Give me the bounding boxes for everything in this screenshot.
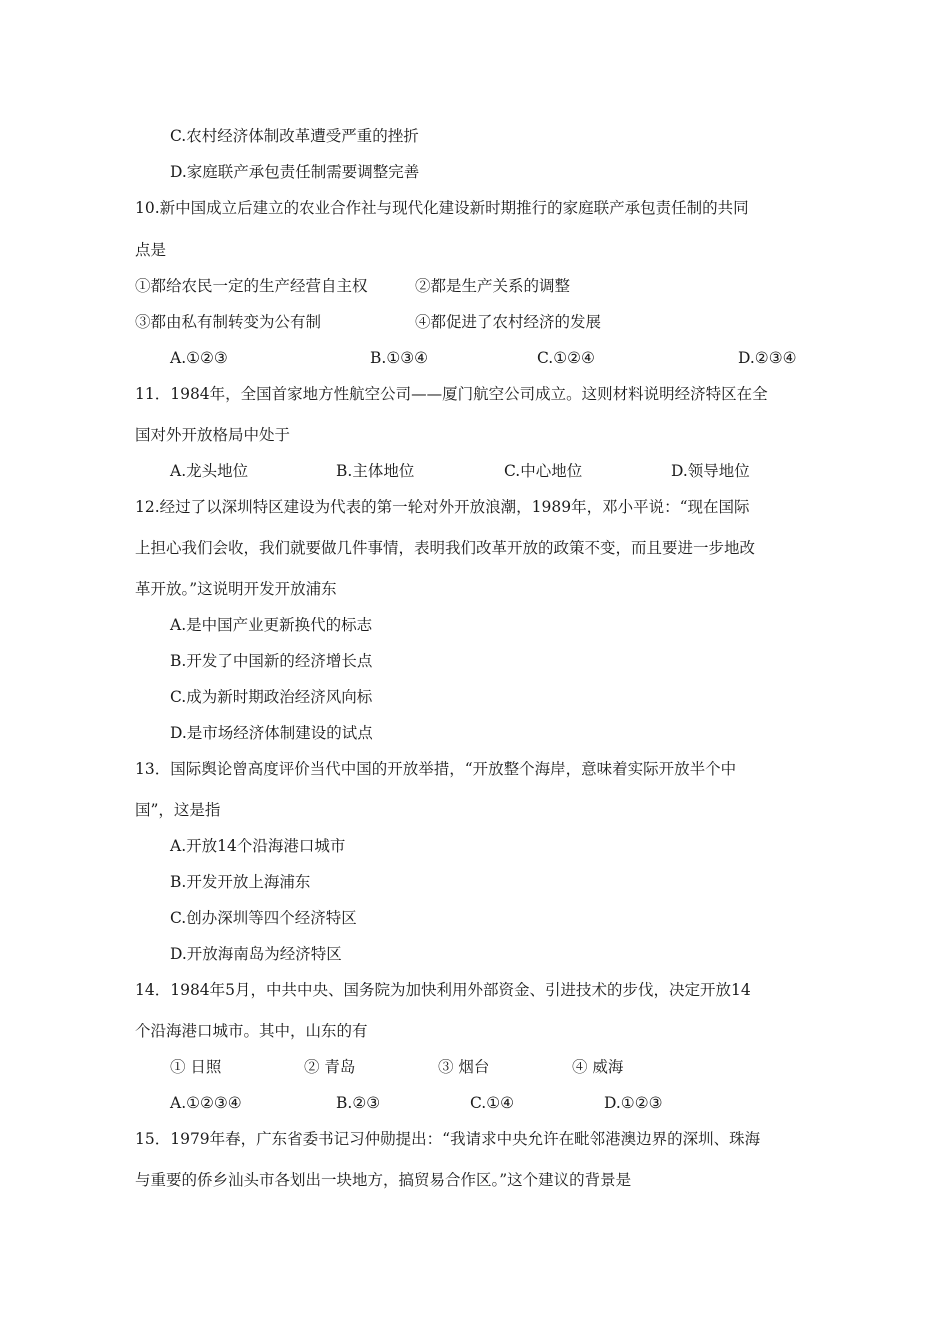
q14-item-2: ② 青岛 [304, 1058, 356, 1076]
q13-option-a: A.开放14个沿海港口城市 [170, 837, 346, 855]
q12-option-d: D.是市场经济体制建设的试点 [170, 724, 373, 742]
q15-stem-line-1: 15．1979年春，广东省委书记习仲勋提出：“我请求中央允许在毗邻港澳边界的深圳、珠海 [135, 1130, 761, 1148]
q14-option-a: A.①②③④ [170, 1094, 242, 1112]
q10-item-2: ②都是生产关系的调整 [415, 277, 571, 295]
q10-stem-line-2: 点是 [135, 241, 167, 259]
q10-option-b: B.①③④ [370, 349, 429, 367]
q13-stem-line-2: 国”，这是指 [135, 801, 221, 819]
q13-stem-line-1: 13．国际舆论曾高度评价当代中国的开放举措，“开放整个海岸，意味着实际开放半个中 [135, 760, 737, 778]
q12-stem-line-2: 上担心我们会收，我们就要做几件事情，表明我们改革开放的政策不变，而且要进一步地改 [135, 539, 756, 557]
q12-stem-line-1: 12.经过了以深圳特区建设为代表的第一轮对外开放浪潮，1989年，邓小平说：“现在国际 [135, 498, 750, 516]
q11-option-b: B.主体地位 [336, 462, 415, 480]
q10-item-4: ④都促进了农村经济的发展 [415, 313, 602, 331]
q10-option-d: D.②③④ [738, 349, 797, 367]
q15-stem-line-2: 与重要的侨乡汕头市各划出一块地方，搞贸易合作区。”这个建议的背景是 [135, 1171, 632, 1189]
q14-item-3: ③ 烟台 [438, 1058, 490, 1076]
q14-option-c: C.①④ [470, 1094, 515, 1112]
q11-option-c: C.中心地位 [504, 462, 583, 480]
q9-option-c: C.农村经济体制改革遭受严重的挫折 [170, 127, 419, 145]
q14-item-1: ① 日照 [170, 1058, 222, 1076]
q13-option-b: B.开发开放上海浦东 [170, 873, 311, 891]
q14-option-b: B.②③ [336, 1094, 381, 1112]
q10-item-1: ①都给农民一定的生产经营自主权 [135, 277, 368, 295]
q11-stem-line-2: 国对外开放格局中处于 [135, 426, 291, 444]
q10-option-a: A.①②③ [170, 349, 228, 367]
q11-option-d: D.领导地位 [671, 462, 750, 480]
q12-option-a: A.是中国产业更新换代的标志 [170, 616, 373, 634]
q10-stem-line-1: 10.新中国成立后建立的农业合作社与现代化建设新时期推行的家庭联产承包责任制的共同 [135, 199, 749, 217]
q12-stem-line-3: 革开放。”这说明开发开放浦东 [135, 580, 337, 598]
q9-option-d: D.家庭联产承包责任制需要调整完善 [170, 163, 420, 181]
q14-item-4: ④ 威海 [572, 1058, 624, 1076]
q13-option-d: D.开放海南岛为经济特区 [170, 945, 342, 963]
q10-item-3: ③都由私有制转变为公有制 [135, 313, 322, 331]
q11-stem-line-1: 11．1984年，全国首家地方性航空公司——厦门航空公司成立。这则材料说明经济特区在全 [135, 385, 768, 403]
q12-option-b: B.开发了中国新的经济增长点 [170, 652, 373, 670]
q13-option-c: C.创办深圳等四个经济特区 [170, 909, 357, 927]
q10-option-c: C.①②④ [537, 349, 595, 367]
q14-stem-line-2: 个沿海港口城市。其中，山东的有 [135, 1022, 368, 1040]
q14-option-d: D.①②③ [604, 1094, 663, 1112]
q11-option-a: A.龙头地位 [170, 462, 249, 480]
q14-stem-line-1: 14．1984年5月，中共中央、国务院为加快利用外部资金、引进技术的步伐，决定开放14 [135, 981, 751, 999]
q12-option-c: C.成为新时期政治经济风向标 [170, 688, 373, 706]
